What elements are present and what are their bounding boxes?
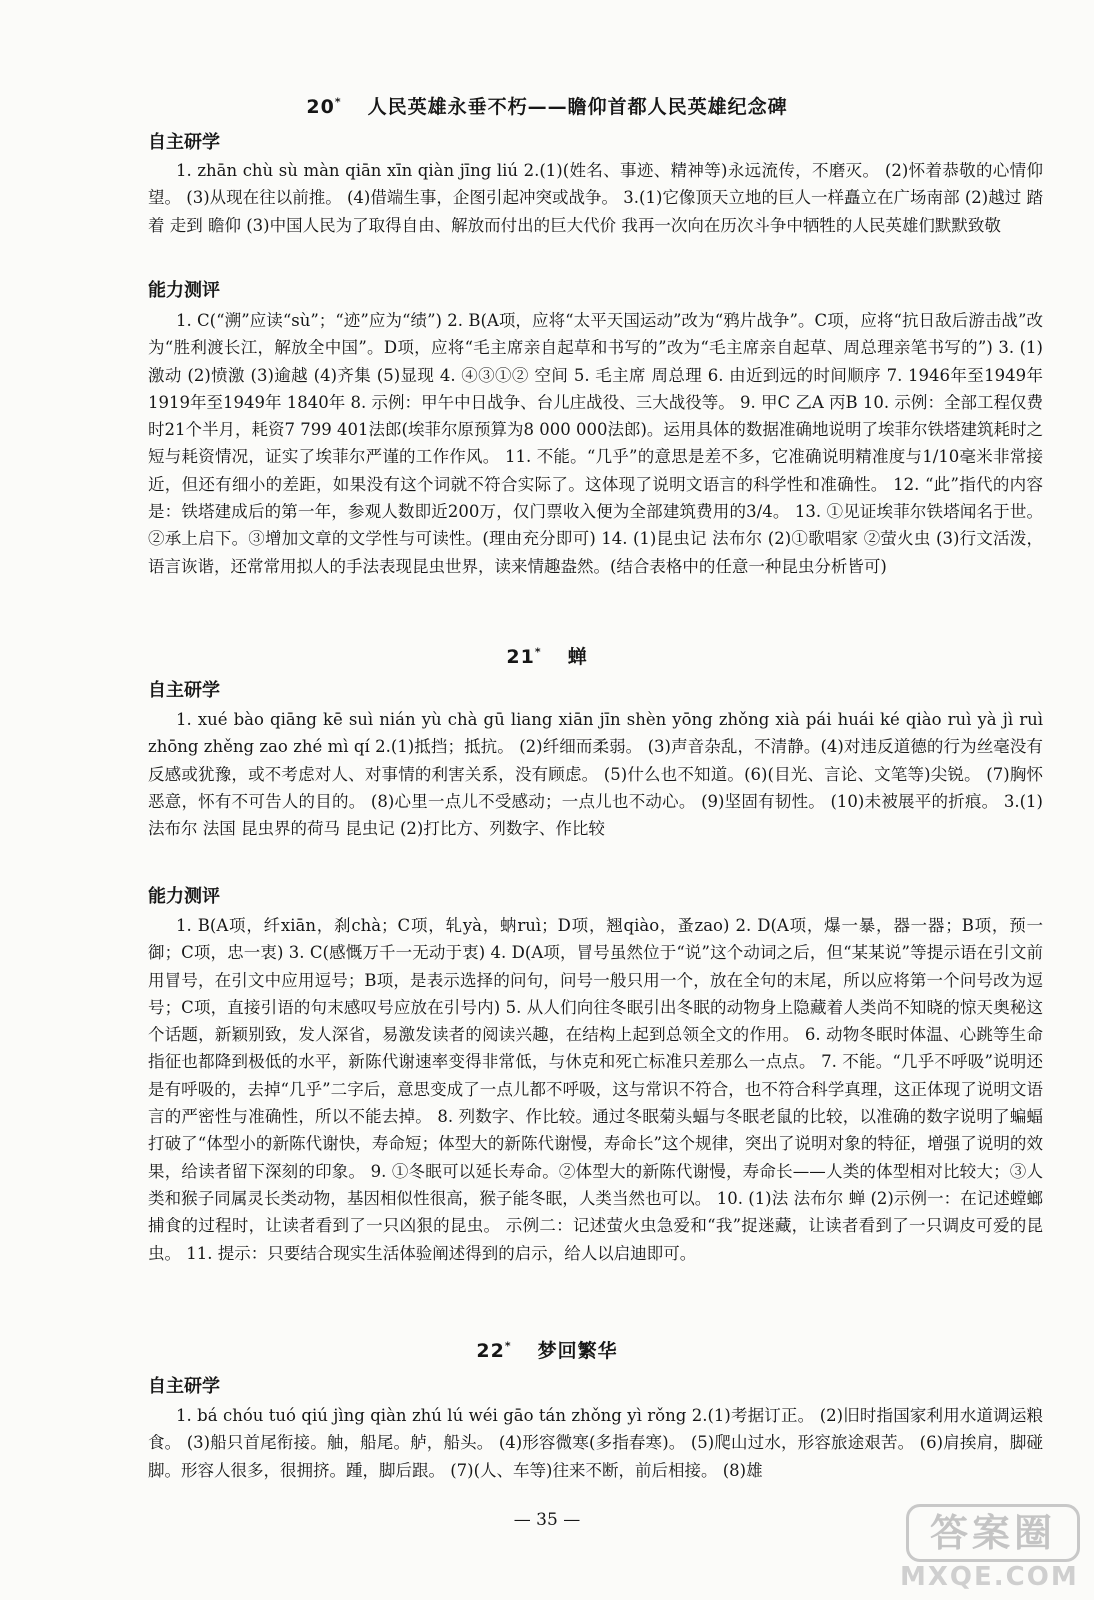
lesson-21-section-heading-2: 能力测评 xyxy=(148,886,220,907)
lesson-22-section-heading-1: 自主研学 xyxy=(148,1376,220,1397)
lesson-21-number-text: 21 xyxy=(506,646,535,668)
watermark-logo-text: 答案圈 xyxy=(906,1504,1080,1562)
lesson-20-section-text-2: 1. C(“溯”应读“sù”；“迹”应为“绩”) 2. B(A项，应将“太平天国运动”改为“鸦片战争”。C项，应将“抗日敌后游击战”改为“胜利渡长江，解放全中国”。D项，应将“毛主席亲自起草和书写的”改为“毛主席亲自起草、周总理亲笔书写的”) 3. (1)激动 (2)愤激 (3)逾越 (4)齐集 (5)显现 4. ④③①② 空间 5. 毛主席 周总理 6. 由近到远的时间顺序 7. 1946年至1949年 1919年至1949年 1840年 8. 示例：甲午中日战争、台儿庄战役、三大战役等。 9. 甲C 乙A 丙B 10. 示例：全部工程仅费时21个半月，耗资7 799 401法郎(埃菲尔原预算为8 000 000法郎)。运用具体的数据准确地说明了埃菲尔铁塔建筑耗时之短与耗资情况，证实了埃菲尔严谨的工作作风。 11. 不能。“几乎”的意思是差不多，它准确说明精准度与1/10毫米非常接近，但还有细小的差距，如果没有这个词就不符合实际了。这体现了说明文语言的科学性和准确性。 12. “此”指代的内容是：铁塔建成后的第一年，参观人数即近200万，仅门票收入便为全部建筑费用的3/4。 13. ①见证埃菲尔铁塔闻名于世。②承上启下。③增加文章的文学性与可读性。(理由充分即可) 14. (1)昆虫记 法布尔 (2)①歌唱家 ②萤火虫 (3)行文活泼，语言诙谐，还常常用拟人的手法表现昆虫世界，读来情趣盎然。(结合表格中的任意一种昆虫分析皆可) xyxy=(148,311,1043,576)
lesson-21-number xyxy=(506,646,541,668)
watermark-site-text: MXQE.COM xyxy=(900,1562,1079,1592)
lesson-22-number-text: 22 xyxy=(476,1340,505,1362)
page-number: — 35 — xyxy=(513,1510,581,1530)
lesson-22-star: * xyxy=(504,1339,512,1353)
lesson-21-section-text-1: 1. xué bào qiāng kē suì nián yù chà gū liang xiān jīn shèn yōng zhǒng xià pái huái ké qiào ruì yà jì ruì zhōng zhěng zao zhé mì qí 2.(1)抵挡；抵抗。 (2)纤细而柔弱。 (3)声音杂乱，不清静。(4)对违反道德的行为丝毫没有反感或犹豫，或不考虑对人、对事情的利害关系，没有顾虑。 (5)什么也不知道。(6)(目光、言论、文笔等)尖锐。 (7)胸怀恶意，怀有不可告人的目的。 (8)心里一点儿不受感动；一点儿也不动心。 (9)坚固有韧性。 (10)未被展平的折痕。 3.(1)法布尔 法国 昆虫界的荷马 昆虫记 (2)打比方、列数字、作比较 xyxy=(148,710,1043,839)
lesson-22-title xyxy=(0,1336,1094,1363)
watermark-logo xyxy=(896,1500,1078,1596)
lesson-20-number xyxy=(306,96,341,118)
lesson-20-title-text: 人民英雄永垂不朽——瞻仰首都人民英雄纪念碑 xyxy=(367,96,788,118)
lesson-22-section-text-1: 1. bá chóu tuó qiú jìng qiàn zhú lú wéi gāo tán zhǒng yì rǒng 2.(1)考据订正。 (2)旧时指国家利用水道调运粮食。 (3)船只首尾衔接。舳，船尾。舻，船头。 (4)形容微寒(多指春寒)。 (5)爬山过水，形容旅途艰苦。 (6)肩挨肩，脚碰脚。形容人很多，很拥挤。踵，脚后跟。 (7)(人、车等)往来不断，前后相接。 (8)雄 xyxy=(148,1406,1043,1480)
lesson-22-title-text: 梦回繁华 xyxy=(537,1340,618,1362)
lesson-21-section-text-2: 1. B(A项，纤xiān，刹chà；C项，轧yà，蚋ruì；D项，翘qiào，蚤zao) 2. D(A项，爆一暴，器一器；B项，预一御；C项，忠一衷) 3. C(感慨万千一无动于衷) 4. D(A项，冒号虽然位于“说”这个动词之后，但“某某说”等提示语在引文前用冒号，在引文中应用逗号；B项，是表示选择的问句，问号一般只用一个，放在全句的末尾，所以应将第一个问号改为逗号；C项，直接引语的句末感叹号应放在引号内) 5. 从人们向往冬眠引出冬眠的动物身上隐藏着人类尚不知晓的惊天奥秘这个话题，新颖别致，发人深省，易激发读者的阅读兴趣，在结构上起到总领全文的作用。 6. 动物冬眠时体温、心跳等生命指征也都降到极低的水平，新陈代谢速率变得非常低，与休克和死亡标准只差那么一点点。 7. 不能。“几乎不呼吸”说明还是有呼吸的，去掉“几乎”二字后，意思变成了一点儿都不呼吸，这与常识不符合，也不符合科学真理，这正体现了说明文语言的严密性与准确性，所以不能去掉。 8. 列数字、作比较。通过冬眠菊头蝠与冬眠老鼠的比较，以准确的数字说明了蝙蝠打破了“体型小的新陈代谢快，寿命短；体型大的新陈代谢慢，寿命长”这个规律，突出了说明对象的特征，增强了说明的效果，给读者留下深刻的印象。 9. ①冬眠可以延长寿命。②体型大的新陈代谢慢，寿命长——人类的体型相对比较大；③人类和猴子同属灵长类动物，基因相似性很高，猴子能冬眠，人类当然也可以。 10. (1)法 法布尔 蝉 (2)示例一：在记述螳螂捕食的过程时，让读者看到了一只凶狠的昆虫。 示例二：记述萤火虫急爱和“我”捉迷藏，让读者看到了一只调皮可爱的昆虫。 11. 提示：只要结合现实生活体验阐述得到的启示，给人以启迪即可。 xyxy=(148,916,1043,1263)
lesson-20-title xyxy=(0,92,1094,119)
lesson-20-section-heading-1: 自主研学 xyxy=(148,132,220,153)
lesson-21-star: * xyxy=(534,645,542,659)
lesson-21-title xyxy=(0,642,1094,669)
lesson-20-section-text-1: 1. zhān chù sù màn qiān xīn qiàn jīng liú 2.(1)(姓名、事迹、精神等)永远流传，不磨灭。 (2)怀着恭敬的心情仰望。 (3)从现在往以前推。 (4)借端生事，企图引起冲突或战争。 3.(1)它像顶天立地的巨人一样矗立在广场南部 (2)越过 踏着 走到 瞻仰 (3)中国人民为了取得自由、解放而付出的巨大代价 我再一次向在历次斗争中牺牲的人民英雄们默默致敬 xyxy=(148,161,1043,235)
lesson-20-star: * xyxy=(334,95,342,109)
lesson-20-section-heading-2: 能力测评 xyxy=(148,280,220,301)
lesson-21-title-text: 蝉 xyxy=(567,646,588,668)
lesson-21-section-heading-1: 自主研学 xyxy=(148,680,220,701)
lesson-20-number-text: 20 xyxy=(306,96,335,118)
lesson-22-number xyxy=(476,1340,511,1362)
